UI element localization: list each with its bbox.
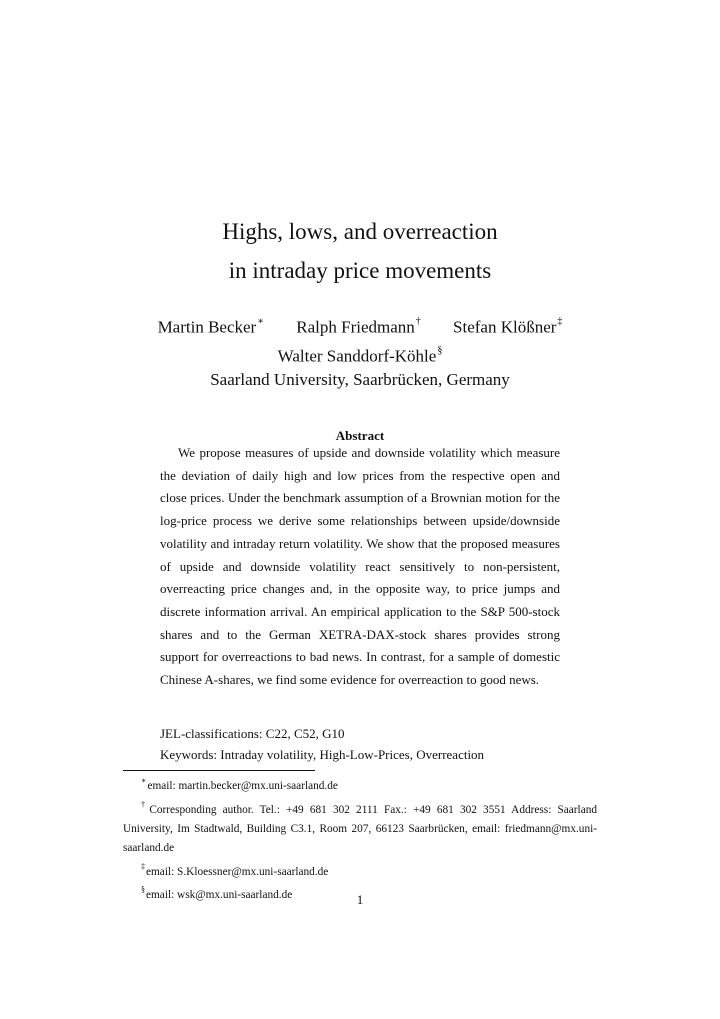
author-footnote-mark: ∗ [257,316,265,327]
footnote-mark: § [141,885,145,895]
footnote-divider [123,770,315,771]
author-name: Ralph Friedmann [296,317,415,337]
footnote-mark: ‡ [141,861,145,871]
keywords: Keywords: Intraday volatility, High-Low-Prices, Overreaction [160,747,485,762]
page-number: 1 [356,892,364,907]
jel-classifications: JEL-classifications: C22, C52, G10 [160,726,345,741]
footnote-text: email: martin.becker@mx.uni-saarland.de [147,779,338,792]
author-becker [158,313,264,339]
author-footnote-mark: † [415,316,421,327]
author-name: Martin Becker [157,317,257,337]
author-friedmann [296,313,421,339]
footnote-mark: ∗ [141,776,147,785]
footnote-text: email: S.Kloessner@mx.uni-saarland.de [146,865,329,878]
footnote-text: Corresponding author. Tel.: +49 681 302 2111 Fax.: +49 681 302 3551 Address: Saarland University, Im Stadtwald, Building C3.1, Room 207, 66123 Saarbrücken, email: friedmann@mx.uni-saarland.de [123,803,598,854]
author-name: Walter Sanddorf-Köhle [277,346,437,366]
footnote-text: email: wsk@mx.uni-saarland.de [146,889,293,902]
authors-row-1 [0,313,720,339]
authors-row-2 [0,342,720,368]
paper-title-line-1: Highs, lows, and overreaction [222,219,498,244]
abstract-body: We propose measures of upside and downside volatility which measure the deviation of daily high and low prices from the respective open and close prices. Under the benchmark assumption of a Brownian motion for the log-price process we derive some relationships between upside/downside volatility and intraday return volatility. We show that the proposed measures of upside and downside volatility react sensitively to non-persistent, overreacting price changes and, in the opposite way, to price jumps and discrete information arrival. An empirical application to the S&P 500-stock shares and to the German XETRA-DAX-stock shares provides strong support for overreactions to bad news. In contrast, for a sample of domestic Chinese A-shares, we find some evidence for overreaction to good news. [160,445,560,688]
footnote-3 [123,858,597,882]
abstract-heading: Abstract [335,428,385,443]
author-sanddorf-koehle [278,342,443,368]
footnotes [123,772,597,905]
author-kloessner [453,313,562,339]
paper-title-line-2: in intraday price movements [228,258,492,283]
footnote-2 [123,796,597,858]
author-name: Stefan Klößner [453,317,557,337]
footnote-1 [123,772,597,796]
author-footnote-mark: ‡ [557,316,563,327]
footnote-mark: † [141,799,149,809]
author-footnote-mark: § [437,345,443,356]
affiliation: Saarland University, Saarbrücken, Germany [210,370,510,389]
